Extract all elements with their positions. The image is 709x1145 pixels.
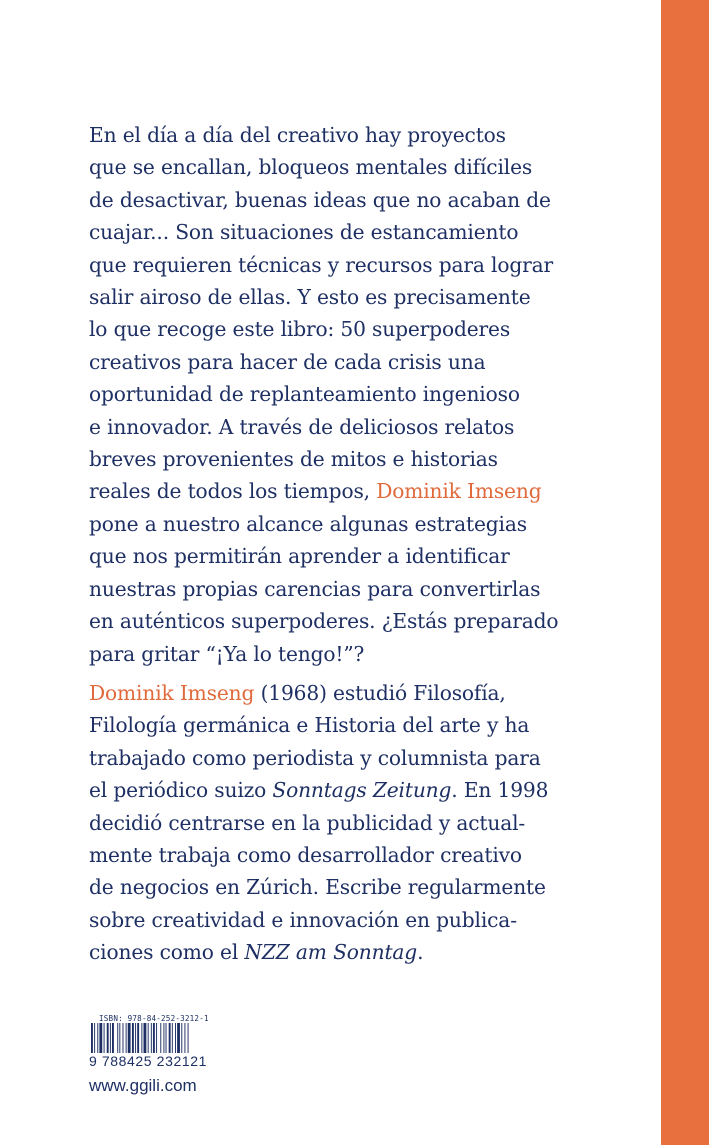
text-segment: en auténticos superpoderes. ¿Estás preparado (89, 609, 559, 634)
text-segment: pone a nuestro alcance algunas estrategias (89, 511, 527, 536)
orange-spine-band (661, 0, 709, 1145)
text-line (89, 216, 649, 248)
text-line (89, 573, 649, 605)
text-line (89, 871, 649, 903)
text-segment: reales de todos los tiempos, (89, 479, 377, 504)
author-name: Dominik Imseng (376, 479, 542, 504)
text-line (89, 540, 649, 572)
text-line (89, 677, 649, 709)
text-line (89, 709, 649, 741)
text-segment: e innovador. A través de deliciosos relatos (89, 414, 515, 439)
text-line (89, 119, 649, 151)
text-line (89, 249, 649, 281)
text-segment: el periódico suizo (89, 778, 273, 803)
synopsis-paragraph (89, 119, 649, 670)
text-segment: decidió centrarse en la publicidad y actual- (89, 810, 526, 835)
publication-title: NZZ am Sonntag (244, 940, 418, 965)
publisher-website: www.ggili.com (89, 1076, 197, 1095)
text-segment: creativos para hacer de cada crisis una (89, 349, 486, 374)
text-line (89, 638, 649, 670)
text-line (89, 346, 649, 378)
author-bio-paragraph (89, 677, 649, 969)
text-line (89, 378, 649, 410)
text-line (89, 411, 649, 443)
text-line (89, 774, 649, 806)
publication-title: Sonntags Zeitung (272, 778, 452, 803)
text-segment: sobre creatividad e innovación en publica- (89, 907, 517, 932)
text-line (89, 475, 649, 507)
text-segment: . (417, 940, 424, 965)
text-segment: breves provenientes de mitos e historias (89, 447, 498, 472)
text-segment: . En 1998 (451, 778, 549, 803)
text-line (89, 936, 649, 968)
text-segment: salir airoso de ellas. Y esto es precisamente (89, 285, 531, 310)
isbn-label: ISBN: 978-84-252-3212-1 (99, 1014, 209, 1023)
text-line (89, 151, 649, 183)
text-segment: nuestras propias carencias para convertirlas (89, 576, 541, 601)
text-segment: trabajado como periodista y columnista para (89, 745, 541, 770)
text-segment: ciones como el (89, 940, 245, 965)
text-line (89, 443, 649, 475)
text-segment: que nos permitirán aprender a identificar (89, 544, 510, 569)
text-line (89, 807, 649, 839)
text-line (89, 313, 649, 345)
author-name: Dominik Imseng (89, 681, 255, 705)
text-segment: oportunidad de replanteamiento ingenioso (89, 382, 520, 407)
text-line (89, 839, 649, 871)
text-segment: que se encallan, bloqueos mentales difíciles (89, 155, 533, 180)
text-segment: (1968) estudió Filosofía, (254, 681, 506, 705)
text-segment: que requieren técnicas y recursos para lograr (89, 252, 554, 277)
text-line (89, 508, 649, 540)
barcode-icon (89, 1023, 227, 1055)
text-segment: de desactivar, buenas ideas que no acaban de (89, 187, 551, 212)
barcode-digits: 9 788425 232121 (89, 1053, 207, 1069)
text-line (89, 184, 649, 216)
text-segment: cuajar... Son situaciones de estancamiento (89, 220, 519, 245)
text-segment: mente trabaja como desarrollador creativo (89, 843, 522, 868)
text-segment: Filología germánica e Historia del arte y ha (89, 713, 530, 738)
text-line (89, 742, 649, 774)
text-line (89, 904, 649, 936)
text-segment: lo que recoge este libro: 50 superpoderes (89, 317, 511, 342)
text-segment: En el día a día del creativo hay proyectos (89, 123, 506, 147)
text-segment: para gritar “¡Ya lo tengo!”? (89, 641, 365, 666)
text-line (89, 605, 649, 637)
text-line (89, 281, 649, 313)
text-segment: de negocios en Zúrich. Escribe regularmente (89, 875, 546, 900)
